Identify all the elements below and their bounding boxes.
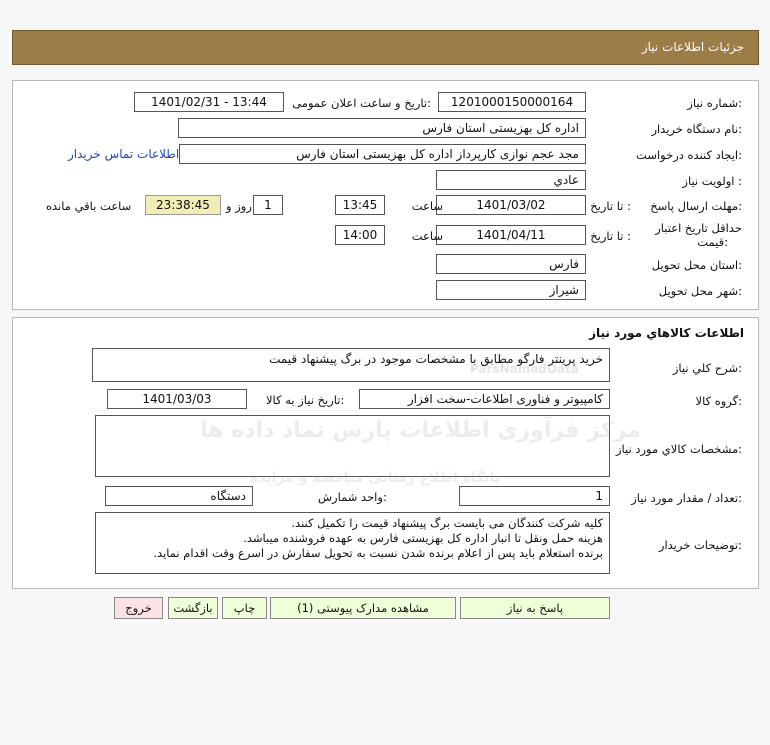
deadline-time-label: ساعت	[411, 199, 443, 213]
need-number-field[interactable]: 1201000150000164	[438, 92, 586, 112]
unit-field[interactable]: دستگاه	[105, 486, 253, 506]
exit-button[interactable]: خروج	[114, 597, 163, 619]
unit-label: واحد شمارش:	[318, 490, 387, 504]
buyer-notes-label: توضیحات خریدار:	[658, 538, 742, 552]
province-field[interactable]: فارس	[436, 254, 586, 274]
note-line: برنده استعلام باید پس از اعلام برنده شدن نسبت به تحویل سفارش در اسرع وقت اقدام نماید.	[153, 546, 603, 560]
note-line: هزینه حمل ونقل تا انبار اداره کل بهزیستی فارس به عهده فروشنده میباشد.	[243, 531, 603, 545]
days-field[interactable]: 1	[253, 195, 283, 215]
goods-group-field[interactable]: کامپیوتر و فناوری اطلاعات-سخت افزار	[359, 389, 610, 409]
validity-date-field[interactable]: 1401/04/11	[436, 225, 586, 245]
back-button[interactable]: بازگشت	[168, 597, 218, 619]
validity-until-label: تا تاریخ :	[590, 229, 631, 243]
need-date-label: تاریخ نیاز به کالا:	[266, 393, 345, 407]
watermark-brand: ParsNamadData	[470, 362, 579, 376]
description-label: شرح کلي نياز:	[672, 361, 742, 375]
reply-button[interactable]: پاسخ به نیاز	[460, 597, 610, 619]
note-line: کلیه شرکت کنندگان می بایست برگ پیشنهاد قیمت را تکمیل کنند.	[291, 516, 603, 530]
specs-field[interactable]	[95, 415, 610, 477]
city-label: شهر محل تحویل:	[658, 284, 742, 298]
priority-field[interactable]: عادي	[436, 170, 586, 190]
buyer-field[interactable]: اداره کل بهزیستی استان فارس	[178, 118, 586, 138]
goods-info-panel	[12, 317, 759, 589]
goods-group-label: گروه کالا:	[695, 394, 742, 408]
quantity-label: تعداد / مقدار مورد نیاز:	[631, 491, 742, 505]
validity-label-1: حداقل تاریخ اعتبار	[655, 221, 742, 235]
specs-label: مشخصات کالاي مورد نياز:	[615, 442, 742, 456]
province-label: استان محل تحویل:	[651, 258, 742, 272]
creator-field[interactable]: مجد عجم نوازی کارپرداز اداره کل بهزیستی استان فارس	[179, 144, 586, 164]
remaining-label: ساعت باقي مانده	[46, 199, 132, 213]
validity-label-2: قیمت:	[697, 235, 728, 249]
creator-label: ایجاد کننده درخواست:	[636, 148, 742, 162]
priority-label: اولویت نیاز :	[682, 174, 742, 188]
view-attachments-button[interactable]: مشاهده مدارک پیوستی (1)	[270, 597, 456, 619]
remaining-time-field: 23:38:45	[145, 195, 221, 215]
print-button[interactable]: چاپ	[222, 597, 267, 619]
buyer-contact-link[interactable]: اطلاعات تماس خریدار	[68, 147, 180, 161]
days-label: روز و	[226, 199, 252, 213]
announce-datetime-field[interactable]: 1401/02/31 - 13:44	[134, 92, 284, 112]
city-field[interactable]: شیراز	[436, 280, 586, 300]
buyer-label: نام دستگاه خریدار:	[651, 122, 742, 136]
deadline-label: مهلت ارسال پاسخ:	[650, 199, 742, 213]
announce-label: تاریخ و ساعت اعلان عمومی:	[292, 96, 431, 110]
deadline-date-field[interactable]: 1401/03/02	[436, 195, 586, 215]
need-info-panel	[12, 80, 759, 310]
need-date-field[interactable]: 1401/03/03	[107, 389, 247, 409]
validity-time-field[interactable]: 14:00	[335, 225, 385, 245]
buyer-notes-field[interactable]	[95, 512, 610, 574]
goods-section-title: اطلاعات کالاهاي مورد نياز	[589, 326, 744, 340]
quantity-field[interactable]: 1	[459, 486, 610, 506]
deadline-time-field[interactable]: 13:45	[335, 195, 385, 215]
deadline-until-label: تا تاریخ :	[590, 199, 631, 213]
page-title: جزئیات اطلاعات نیاز	[641, 40, 744, 54]
validity-time-label: ساعت	[411, 229, 443, 243]
description-field[interactable]: خرید پرینتر فارگو مطابق با مشخصات موجود در برگ پیشنهاد قیمت	[92, 348, 610, 382]
need-number-label: شماره نیاز:	[687, 96, 742, 110]
page-header	[12, 30, 759, 65]
